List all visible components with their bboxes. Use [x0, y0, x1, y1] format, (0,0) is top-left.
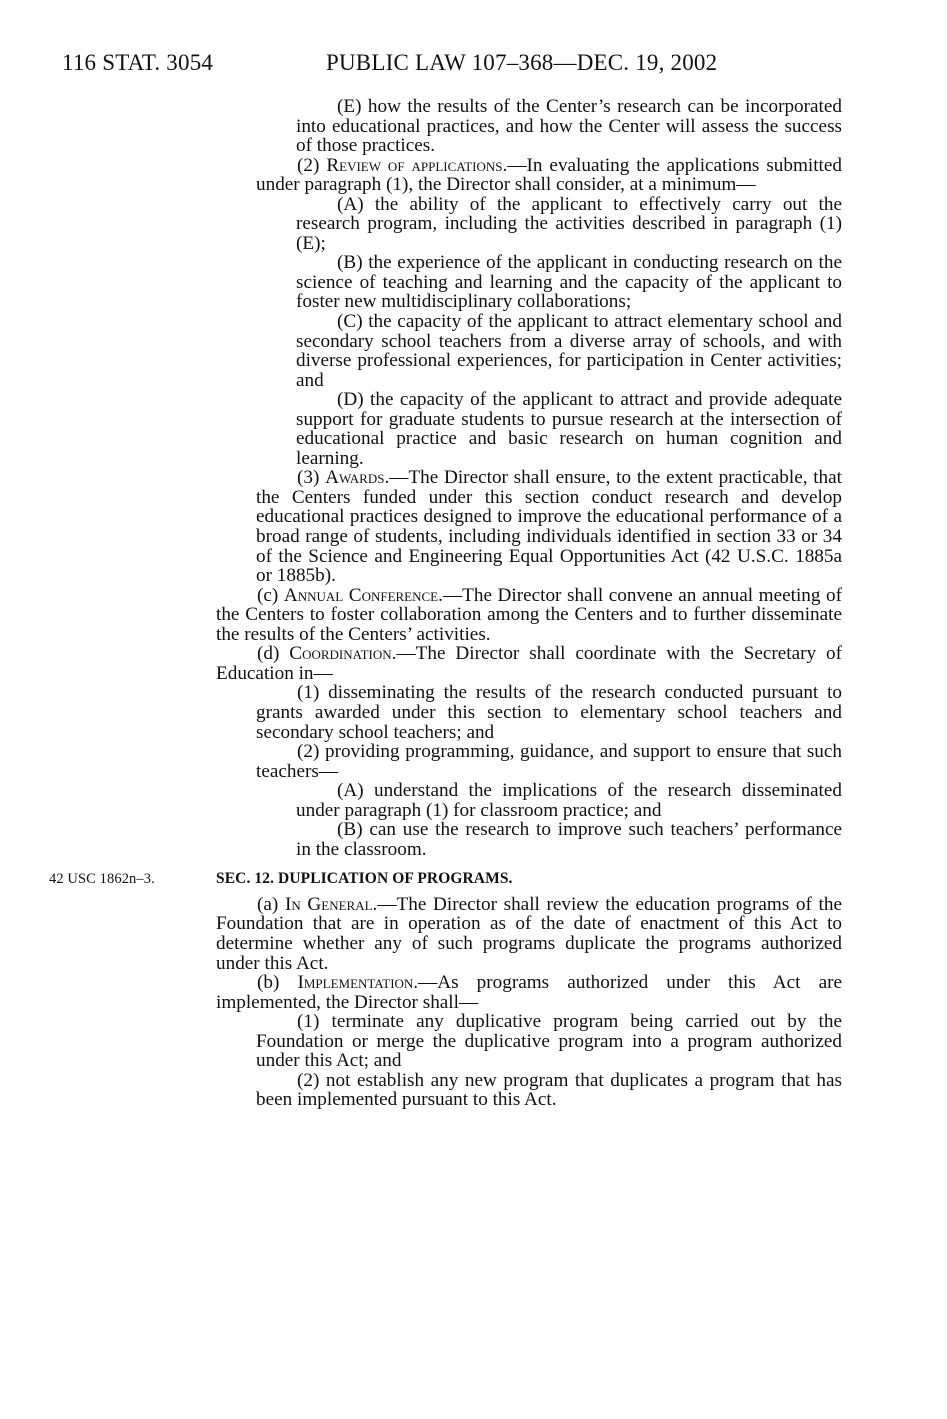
margin-citation: 42 USC 1862n–3. — [49, 871, 155, 888]
subsection-number: (d) — [257, 643, 280, 665]
paragraph-2B: (B) the experience of the applicant in conducting research on the science of teaching and learning and the capacity of the applicant to foster new multidisciplinary collaborations; — [296, 252, 842, 313]
subsection-number: (a) — [257, 893, 279, 915]
running-header — [62, 50, 718, 76]
subsection-heading: In General. — [284, 893, 378, 915]
subsection-text: —The Director shall coordinate with the Secretary of Education in— — [216, 643, 842, 684]
paragraph-12b1: (1) terminate any duplicative program being carried out by the Foundation or merge the duplicative program into a program authorized under this Act; and — [256, 1011, 842, 1072]
subsection-12b — [216, 973, 842, 1012]
paragraph-1E: (E) how the results of the Center’s research can be incorporated into educational practices, and how the Center will assess the success of those practices. — [296, 96, 842, 157]
paragraph-text: —In evaluating the applications submitted under paragraph (1), the Director shall consider, at a minimum— — [256, 154, 842, 196]
document-body — [49, 96, 843, 1111]
subsection-heading: Implementation. — [297, 972, 419, 994]
subsection-number: (b) — [257, 972, 280, 994]
paragraph-d1: (1) disseminating the results of the research conducted pursuant to grants awarded under this section to elementary school teachers and secondary school teachers; and — [256, 682, 842, 743]
section-title: SEC. 12. DUPLICATION OF PROGRAMS. — [216, 870, 513, 888]
paragraph-heading: Awards. — [325, 467, 390, 489]
paragraph-text: —The Director shall ensure, to the extent practicable, that the Centers funded under this section conduct research and develop educational practices designed to improve the educational performance of a broad range of students, including individuals identified in section 33 or 34 of the Science and Engineering Equal Opportunities Act (42 U.S.C. 1885a or 1885b). — [256, 467, 842, 587]
subsection-heading: Annual Conference. — [283, 584, 443, 606]
paragraph-3 — [216, 468, 842, 585]
subsection-text: —As programs authorized under this Act are implemented, the Director shall— — [216, 972, 842, 1013]
paragraph-d2B: (B) can use the research to improve such teachers’ performance in the classroom. — [296, 819, 842, 860]
subsection-c — [216, 586, 842, 645]
paragraph-2A: (A) the ability of the applicant to effectively carry out the research program, including the activities described in paragraph (1)(E); — [296, 193, 842, 254]
paragraph-number: (3) — [297, 467, 320, 489]
paragraph-d2A: (A) understand the implications of the research disseminated under paragraph (1) for classroom practice; and — [296, 780, 842, 821]
subsection-12a — [216, 895, 842, 973]
subsection-text: —The Director shall convene an annual meeting of the Centers to foster collaboration among the Centers and to further disseminate the results of the Centers’ activities. — [216, 584, 843, 645]
subsection-d — [216, 644, 842, 683]
paragraph-2D: (D) the capacity of the applicant to attract and provide adequate support for graduate students to pursue research at the intersection of educational practice and basic research on human cognition and learning. — [296, 389, 842, 469]
paragraph-12b2: (2) not establish any new program that duplicates a program that has been implemented pursuant to this Act. — [256, 1069, 842, 1111]
header-title: PUBLIC LAW 107–368—DEC. 19, 2002 — [326, 50, 718, 75]
subsection-text: —The Director shall review the education programs of the Foundation that are in operation as of the date of enactment of this Act to determine whether any of such programs duplicate the programs authorized under this Act. — [216, 893, 842, 974]
subsection-heading: Coordination. — [289, 643, 397, 665]
paragraph-heading: Review of applications. — [326, 154, 508, 176]
paragraph-2C: (C) the capacity of the applicant to attract elementary school and secondary school teachers from a diverse array of schools, and with diverse professional experiences, for participation in Center activities; and — [296, 311, 842, 391]
paragraph-d2: (2) providing programming, guidance, and support to ensure that such teachers— — [256, 741, 842, 782]
paragraph-2 — [216, 156, 842, 195]
paragraph-number: (2) — [297, 154, 320, 176]
page-reference: 116 STAT. 3054 — [62, 50, 214, 75]
section-12-heading — [49, 869, 842, 889]
subsection-number: (c) — [257, 584, 279, 606]
